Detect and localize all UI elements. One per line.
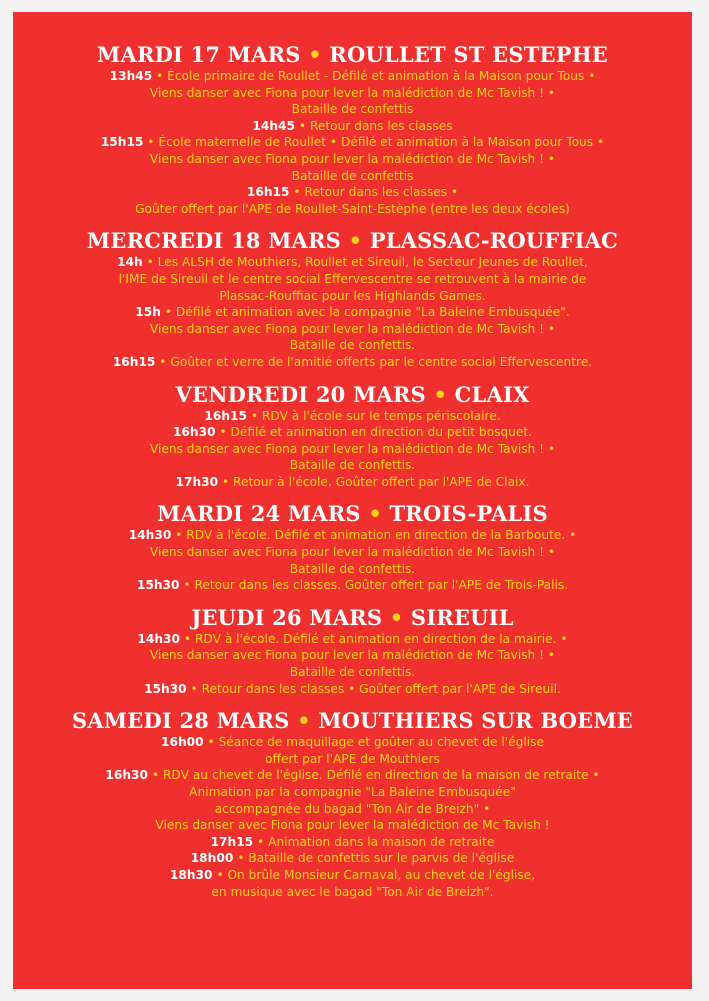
schedule-line: Viens danser avec Fiona pour lever la malédiction de Mc Tavish ! • (149, 85, 556, 100)
schedule-line: Bataille de confettis (291, 102, 414, 117)
schedule-line: Bataille de confettis. (289, 338, 416, 353)
schedule-line: 15h • Défilé et animation avec la compagnie "La Baleine Embusquée". (135, 305, 570, 320)
schedule-line: Goûter offert par l'APE de Roullet-Saint-Estèphe (entre les deux écoles) (135, 201, 570, 216)
schedule-line: Viens danser avec Fiona pour lever la malédiction de Mc Tavish ! • (149, 151, 556, 166)
schedule-line: 15h30 • Retour dans les classes. Goûter offert par l'APE de Trois-Palis. (136, 578, 569, 593)
schedule-line: 16h15 • RDV à l'école sur le temps périscolaire. (204, 408, 501, 423)
day-section (13, 42, 692, 217)
schedule-line: offert par l'APE de Mouthiers (265, 751, 440, 766)
schedule-line: Viens danser avec Fiona pour lever la malédiction de Mc Tavish ! • (149, 321, 556, 336)
day-heading: MARDI 24 MARS • TROIS-PALIS (157, 501, 548, 527)
carnival-program-poster (13, 12, 692, 989)
schedule-line: Animation par la compagnie "La Baleine Embusquée" (189, 785, 516, 799)
day-heading: SAMEDI 28 MARS • MOUTHIERS SUR BOEME (71, 708, 634, 734)
schedule-line: Viens danser avec Fiona pour lever la malédiction de Mc Tavish ! • (149, 441, 556, 456)
schedule-line: 14h30 • RDV à l'école. Défilé et animation en direction de la mairie. • (137, 631, 568, 646)
schedule-line: Bataille de confettis. (289, 665, 416, 680)
schedule-line: 16h15 • Goûter et verre de l'amitié offerts par le centre social Effervescentre. (112, 354, 593, 369)
schedule-line: Plassac-Rouffiac pour les Highlands Games. (219, 288, 486, 303)
day-heading: JEUDI 26 MARS • SIREUIL (191, 604, 514, 630)
day-heading: MERCREDI 18 MARS • PLASSAC-ROUFFIAC (86, 228, 619, 254)
schedule-line: en musique avec le bagad "Ton Air de Breizh". (211, 884, 494, 899)
schedule-line: 13h45 • École primaire de Roullet - Défilé et animation à la Maison pour Tous • (109, 69, 596, 83)
schedule-line: 16h00 • Séance de maquillage et goûter au chevet de l'église (161, 735, 544, 750)
schedule-line: 15h15 • École maternelle de Roullet • Défilé et animation à la Maison pour Tous • (100, 135, 605, 150)
schedule-line: 17h15 • Animation dans la maison de retraite (210, 834, 495, 849)
day-section (13, 228, 692, 370)
schedule-line: 17h30 • Retour à l'école. Goûter offert par l'APE de Claix. (175, 474, 530, 489)
day-section (13, 708, 692, 900)
schedule-line: Bataille de confettis (291, 168, 414, 183)
schedule-line: 18h30 • On brûle Monsieur Carnaval, au chevet de l'église, (169, 867, 536, 882)
schedule-line: 14h45 • Retour dans les classes (252, 118, 453, 133)
schedule-line: Bataille de confettis. (289, 561, 416, 576)
schedule-line: Bataille de confettis. (289, 458, 416, 473)
schedule-line: 14h • Les ALSH de Mouthiers, Roullet et Sireuil, le Secteur Jeunes de Roullet, (117, 255, 588, 270)
schedule-line: Viens danser avec Fiona pour lever la malédiction de Mc Tavish ! • (149, 545, 556, 560)
day-heading: VENDREDI 20 MARS • CLAIX (175, 381, 530, 407)
schedule-line: 16h15 • Retour dans les classes • (246, 185, 459, 200)
schedule-line: 16h30 • RDV au chevet de l'église. Défilé en direction de la maison de retraite • (105, 768, 600, 783)
day-section (13, 382, 692, 491)
schedule-line: 16h30 • Défilé et animation en direction du petit bosquet. (172, 425, 533, 440)
day-section (13, 605, 692, 697)
schedule-line: accompagnée du bagad "Ton Air de Breizh" • (214, 801, 491, 816)
schedule-line: 18h00 • Bataille de confettis sur le parvis de l'église (190, 851, 515, 866)
day-heading: MARDI 17 MARS • ROULLET ST ESTEPHE (97, 42, 608, 67)
day-section (13, 501, 692, 593)
schedule-line: Viens danser avec Fiona pour lever la malédiction de Mc Tavish ! (155, 818, 550, 833)
schedule-line: 14h30 • RDV à l'école. Défilé et animation en direction de la Barboute. • (128, 528, 577, 543)
schedule-line: l'IME de Sireuil et le centre social Effervescentre se retrouvent à la mairie de (118, 271, 587, 286)
schedule-line: 15h30 • Retour dans les classes • Goûter offert par l'APE de Sireuil. (144, 681, 561, 696)
schedule-line: Viens danser avec Fiona pour lever la malédiction de Mc Tavish ! • (149, 648, 556, 663)
